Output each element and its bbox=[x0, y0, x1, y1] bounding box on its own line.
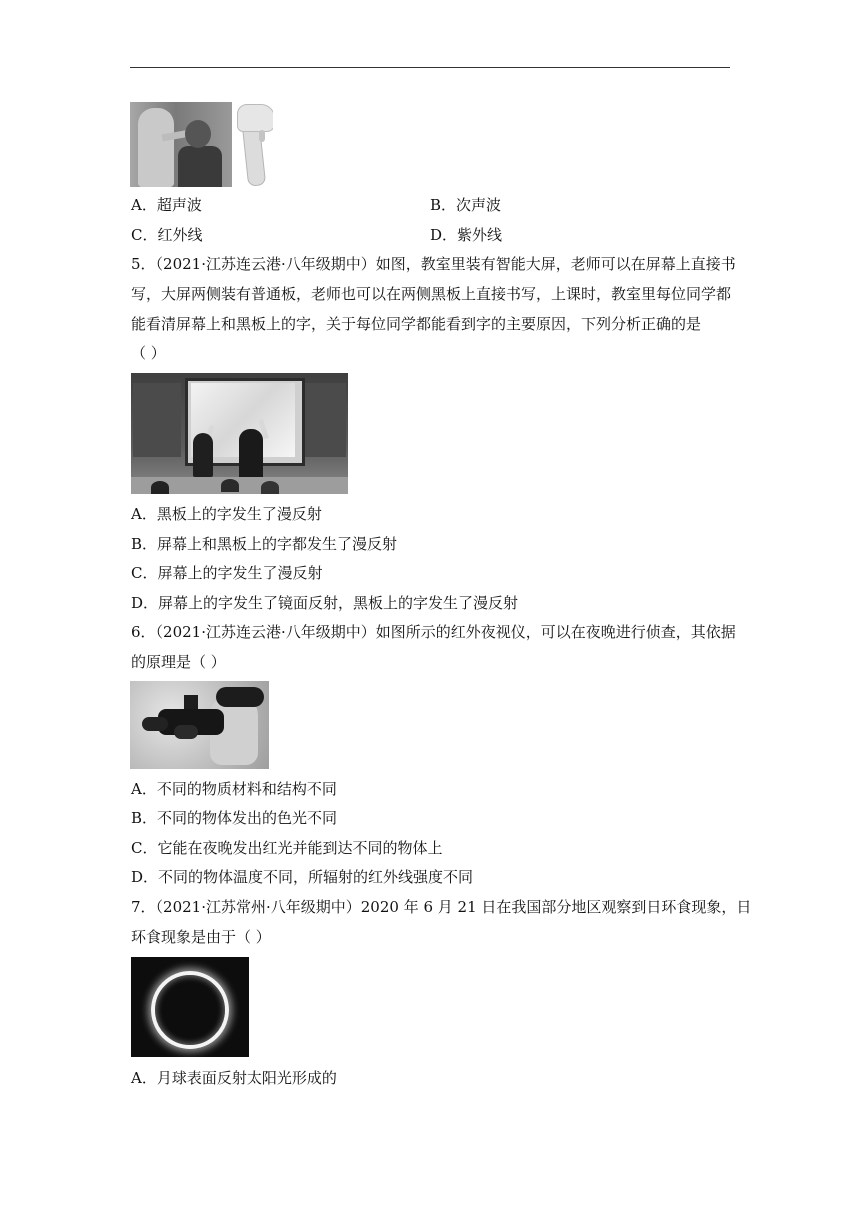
q6-option-d: D．不同的物体温度不同，所辐射的红外线强度不同 bbox=[131, 868, 474, 886]
infrared-thermometer-image bbox=[237, 102, 273, 187]
q6-stem-line-1: 6．（2021·江苏连云港·八年级期中）如图所示的红外夜视仪，可以在夜晚进行侦查，其依据 bbox=[131, 623, 736, 641]
q4-option-b: B．次声波 bbox=[430, 196, 502, 214]
q5-stem-line-2: 写，大屏两侧装有普通板，老师也可以在两侧黑板上直接书写，上课时，教室里每位同学都 bbox=[131, 285, 732, 303]
q5-option-d: D．屏幕上的字发生了镜面反射，黑板上的字发生了漫反射 bbox=[131, 594, 519, 612]
q7-stem-line-2: 环食现象是由于（ ） bbox=[131, 928, 271, 946]
q5-stem-line-4: （ ） bbox=[131, 344, 166, 362]
night-vision-goggles-photo bbox=[130, 681, 269, 769]
annular-eclipse-photo bbox=[131, 957, 249, 1057]
q5-option-a: A．黑板上的字发生了漫反射 bbox=[131, 505, 322, 523]
header-rule bbox=[130, 67, 730, 68]
q6-option-c: C．它能在夜晚发出红光并能到达不同的物体上 bbox=[131, 839, 443, 857]
q5-option-c: C．屏幕上的字发生了漫反射 bbox=[131, 564, 323, 582]
q5-option-b: B．屏幕上和黑板上的字都发生了漫反射 bbox=[131, 535, 398, 553]
q6-option-b: B．不同的物体发出的色光不同 bbox=[131, 809, 338, 827]
q4-option-c: C．红外线 bbox=[131, 226, 203, 244]
q6-option-a: A．不同的物质材料和结构不同 bbox=[131, 780, 337, 798]
q5-stem-line-3: 能看清屏幕上和黑板上的字，关于每位同学都能看到字的主要原因，下列分析正确的是 bbox=[131, 315, 702, 333]
q5-stem-line-1: 5．（2021·江苏连云港·八年级期中）如图，教室里装有智能大屏，老师可以在屏幕上直接书 bbox=[131, 255, 736, 273]
q7-stem-line-1: 7．（2021·江苏常州·八年级期中）2020 年 6 月 21 日在我国部分地区观察到日环食现象，日 bbox=[131, 898, 752, 916]
q4-option-d: D．紫外线 bbox=[430, 226, 503, 244]
q4-option-a: A．超声波 bbox=[131, 196, 202, 214]
classroom-smart-board-photo bbox=[131, 373, 348, 494]
temperature-check-photo bbox=[130, 102, 232, 187]
q6-stem-line-2: 的原理是（ ） bbox=[131, 653, 226, 671]
q7-option-a: A．月球表面反射太阳光形成的 bbox=[131, 1069, 337, 1087]
